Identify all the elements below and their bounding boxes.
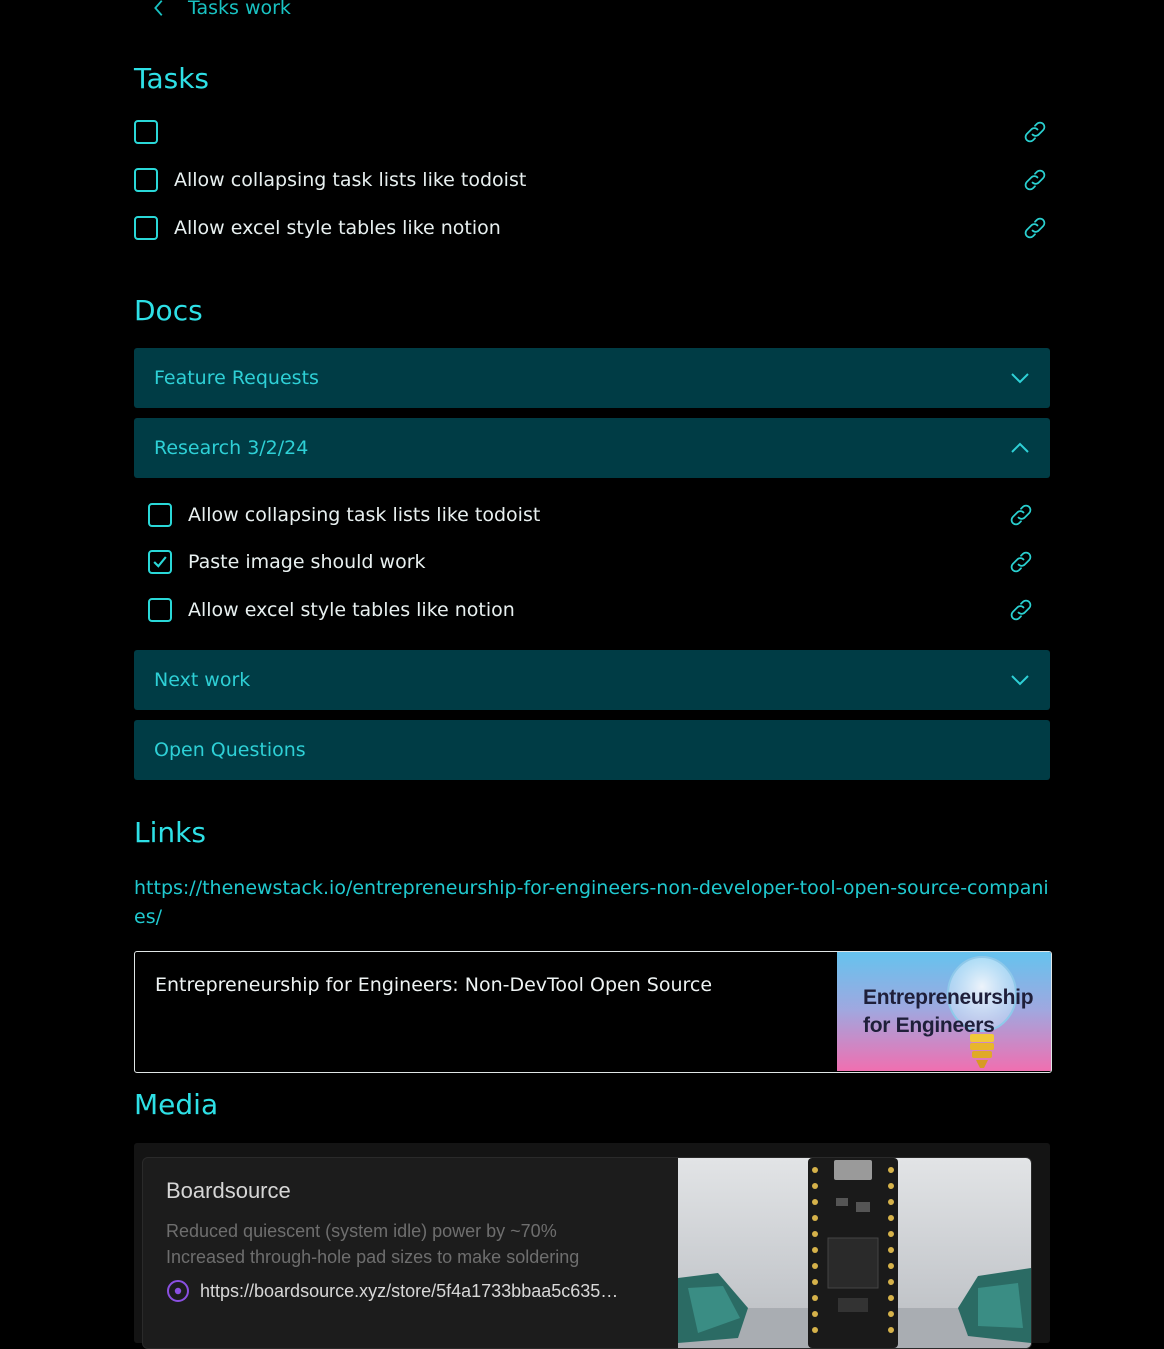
checkmark-icon — [150, 552, 170, 572]
media-heading: Media — [134, 1088, 219, 1121]
accordion-research[interactable] — [134, 418, 1050, 478]
doc-task-row — [148, 592, 1036, 628]
task-checkbox[interactable] — [134, 216, 158, 240]
media-card[interactable] — [142, 1157, 1032, 1349]
accordion-label[interactable]: Feature Requests — [154, 367, 319, 389]
task-label[interactable]: Allow excel style tables like notion — [188, 599, 515, 621]
link-url[interactable]: https://thenewstack.io/entrepreneurship-for-engineers-non-developer-tool-open-source-companies/ — [134, 877, 1049, 928]
task-label[interactable]: Paste image should work — [188, 551, 426, 573]
media-card-url[interactable]: https://boardsource.xyz/store/5f4a1733bbaa5c635… — [166, 1279, 618, 1303]
task-checkbox[interactable] — [134, 168, 158, 192]
link-icon[interactable] — [1006, 547, 1036, 577]
accordion-label[interactable]: Open Questions — [154, 739, 306, 761]
task-label[interactable]: Allow collapsing task lists like todoist — [174, 169, 527, 191]
circuit-board-image — [678, 1158, 1031, 1348]
chevron-down-icon[interactable] — [1008, 668, 1032, 692]
link-icon[interactable] — [1006, 595, 1036, 625]
accordion-label[interactable]: Research 3/2/24 — [154, 437, 309, 459]
tasks-heading: Tasks — [134, 62, 210, 95]
globe-icon — [166, 1279, 190, 1303]
task-row — [134, 210, 1050, 246]
links-heading: Links — [134, 816, 206, 849]
link-icon[interactable] — [1020, 117, 1050, 147]
doc-task-row — [148, 544, 1036, 580]
breadcrumb[interactable] — [148, 0, 291, 20]
link-icon[interactable] — [1020, 213, 1050, 243]
chevron-down-icon[interactable] — [1008, 366, 1032, 390]
task-checkbox[interactable] — [148, 598, 172, 622]
task-checkbox-checked[interactable] — [148, 550, 172, 574]
task-row — [134, 162, 1050, 198]
task-label[interactable]: Allow excel style tables like notion — [174, 217, 501, 239]
link-preview-card[interactable] — [134, 951, 1052, 1073]
task-checkbox[interactable] — [148, 503, 172, 527]
task-label[interactable]: Allow collapsing task lists like todoist — [188, 504, 541, 526]
link-preview-title[interactable]: Entrepreneurship for Engineers: Non-DevTool Open Source — [155, 974, 713, 996]
media-embed — [134, 1143, 1050, 1343]
task-checkbox[interactable] — [134, 120, 158, 144]
task-row — [134, 114, 1050, 150]
accordion-feature-requests[interactable] — [134, 348, 1050, 408]
media-card-description: Reduced quiescent (system idle) power by ~70% Increased through-hole pad sizes to make soldering — [166, 1221, 580, 1267]
thumbnail-text: Entrepreneurship for Engineers — [863, 986, 1034, 1037]
accordion-label[interactable]: Next work — [154, 669, 251, 691]
breadcrumb-label[interactable]: Tasks work — [188, 0, 291, 19]
docs-heading: Docs — [134, 294, 203, 327]
doc-task-row — [148, 497, 1036, 533]
accordion-next-work[interactable] — [134, 650, 1050, 710]
link-icon[interactable] — [1020, 165, 1050, 195]
accordion-open-questions[interactable] — [134, 720, 1050, 780]
chevron-left-icon[interactable] — [148, 0, 170, 19]
link-icon[interactable] — [1006, 500, 1036, 530]
link-preview-thumbnail — [837, 952, 1051, 1071]
chevron-up-icon[interactable] — [1008, 436, 1032, 460]
media-card-image — [678, 1158, 1031, 1348]
media-card-title[interactable]: Boardsource — [166, 1178, 291, 1203]
